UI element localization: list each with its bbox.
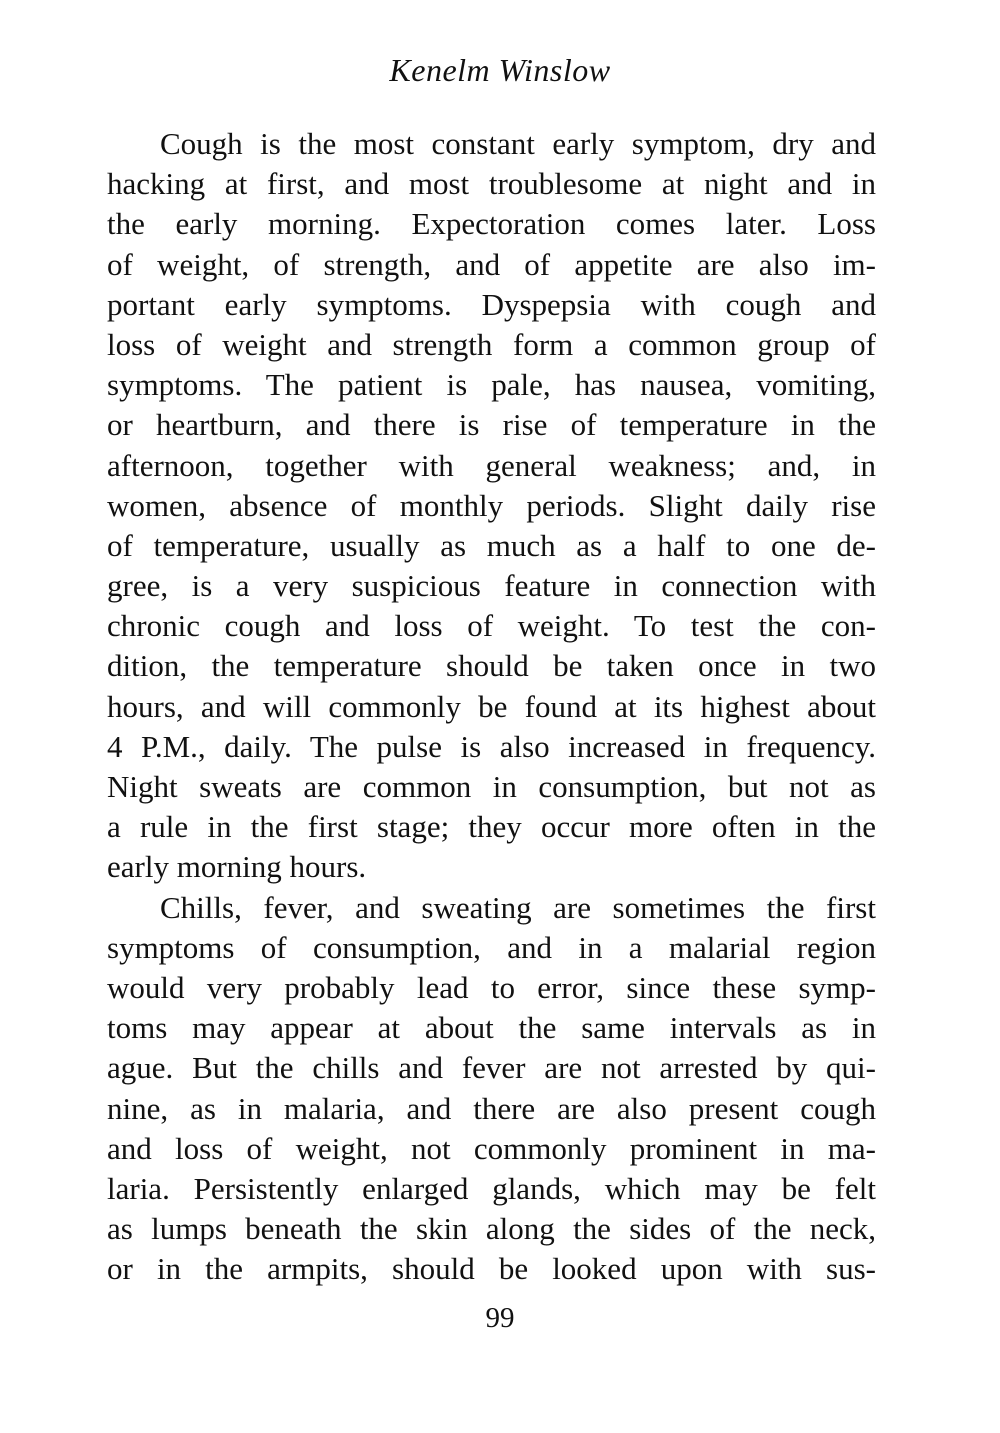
running-head: Kenelm Winslow bbox=[389, 52, 611, 88]
text-line: symptoms. The patient is pale, has nausea, vomiting, bbox=[107, 367, 876, 403]
text-line: gree, is a very suspicious feature in connection with bbox=[107, 568, 876, 604]
text-line: portant early symptoms. Dyspepsia with cough and bbox=[107, 286, 876, 322]
text-line: symptoms of consumption, and in a malarial region bbox=[107, 929, 876, 965]
text-line: Cough is the most constant early symptom, dry and bbox=[160, 126, 876, 161]
text-line: dition, the temperature should be taken once in two bbox=[107, 648, 876, 684]
paragraph bbox=[107, 888, 876, 1290]
text-line: hours, and will commonly be found at its highest about bbox=[107, 688, 876, 724]
text-line: Night sweats are common in consumption, but not as bbox=[107, 769, 876, 804]
text-line: nine, as in malaria, and there are also present cough bbox=[107, 1090, 876, 1126]
text-line: would very probably lead to error, since these symp- bbox=[107, 969, 876, 1005]
text-line: or heartburn, and there is rise of temperature in the bbox=[107, 407, 876, 443]
text-line: early morning hours. bbox=[107, 849, 367, 885]
text-line: the early morning. Expectoration comes later. Loss bbox=[107, 206, 876, 242]
text-line: or in the armpits, should be looked upon with sus- bbox=[107, 1251, 876, 1287]
text-line: women, absence of monthly periods. Slight daily rise bbox=[107, 487, 876, 523]
text-line: afternoon, together with general weakness; and, in bbox=[107, 447, 876, 483]
text-line: toms may appear at about the same intervals as in bbox=[107, 1010, 876, 1046]
paragraph bbox=[107, 124, 876, 888]
text-line: a rule in the first stage; they occur more often in the bbox=[107, 809, 876, 845]
page-number: 99 bbox=[485, 1302, 515, 1334]
text-line: Chills, fever, and sweating are sometimes the first bbox=[160, 889, 876, 925]
text-line: laria. Persistently enlarged glands, which may be felt bbox=[107, 1170, 876, 1206]
text-line: of temperature, usually as much as a half to one de- bbox=[107, 527, 876, 563]
text-line: and loss of weight, not commonly prominent in ma- bbox=[107, 1130, 876, 1166]
text-line: ague. But the chills and fever are not arrested by qui- bbox=[107, 1050, 876, 1086]
text-line: as lumps beneath the skin along the sides of the neck, bbox=[107, 1211, 876, 1247]
text-line: hacking at first, and most troublesome at night and in bbox=[107, 166, 876, 202]
text-line: of weight, of strength, and of appetite are also im- bbox=[107, 246, 876, 282]
text-line: loss of weight and strength form a common group of bbox=[107, 326, 876, 362]
text-line: chronic cough and loss of weight. To test the con- bbox=[107, 608, 876, 644]
text-line: 4 P.M., daily. The pulse is also increased in frequency. bbox=[107, 728, 876, 764]
body-text bbox=[107, 124, 876, 1289]
